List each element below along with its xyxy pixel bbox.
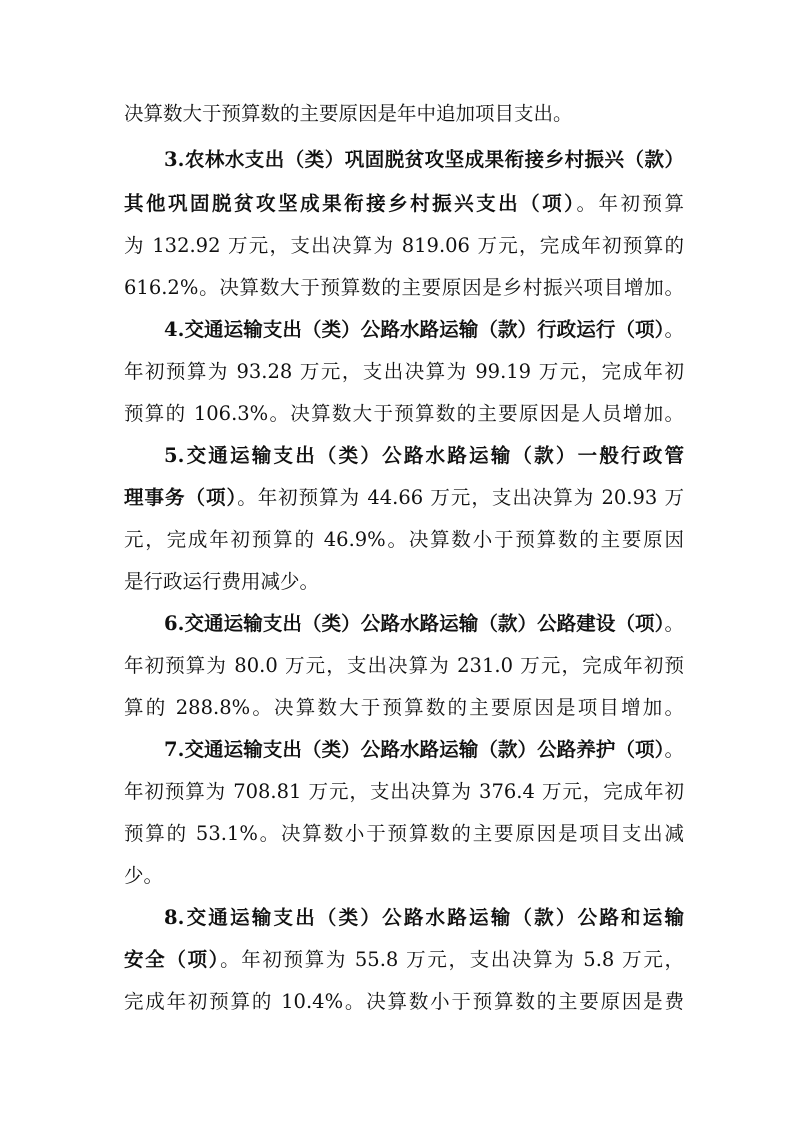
line-text: 是行政运行费用减少。 bbox=[124, 570, 320, 593]
text-line bbox=[124, 270, 684, 306]
text-line bbox=[124, 984, 684, 1020]
item-7-heading-line bbox=[164, 732, 684, 768]
line-text: 。年初预算为 55.8 万元，支出决算为 5.8 万元， bbox=[220, 948, 684, 971]
item-4-heading: 4.交通运输支出（类）公路水路运输（款）行政运行（项） bbox=[164, 318, 665, 341]
item-3-heading: 3.农林水支出（类）巩固脱贫攻坚成果衔接乡村振兴（款） bbox=[164, 148, 684, 171]
line-text: 。年初预算为 44.66 万元，支出决算为 20.93 万 bbox=[237, 486, 684, 509]
line-text: 算的 288.8%。决算数大于预算数的主要原因是项目增加。 bbox=[124, 696, 684, 719]
line-text: 决算数大于预算数的主要原因是年中追加项目支出。 bbox=[124, 102, 573, 125]
item-8-heading-cont: 安全（项） bbox=[124, 948, 221, 971]
item-6-heading-line bbox=[164, 606, 684, 642]
item-5-heading-line-2 bbox=[124, 480, 684, 516]
line-text: 预算的 53.1%。决算数小于预算数的主要原因是项目支出减 bbox=[124, 822, 684, 845]
item-3-heading-line-2 bbox=[124, 186, 684, 222]
item-8-heading-line bbox=[164, 900, 684, 936]
text-line bbox=[124, 96, 684, 132]
text-line bbox=[124, 648, 684, 684]
line-text: 。 bbox=[664, 612, 684, 635]
item-4-heading-line bbox=[164, 312, 684, 348]
text-line bbox=[124, 522, 684, 558]
line-text: 完成年初预算的 10.4%。决算数小于预算数的主要原因是费 bbox=[124, 990, 684, 1013]
line-text: 。 bbox=[664, 318, 684, 341]
line-text: 元，完成年初预算的 46.9%。决算数小于预算数的主要原因 bbox=[124, 528, 684, 551]
text-line bbox=[124, 858, 684, 894]
item-8-heading-line-2 bbox=[124, 942, 684, 978]
item-3-heading-line bbox=[164, 142, 684, 178]
text-line bbox=[124, 690, 684, 726]
text-line bbox=[124, 774, 684, 810]
line-text: 。 bbox=[664, 738, 684, 761]
line-text: 年初预算为 93.28 万元，支出决算为 99.19 万元，完成年初 bbox=[124, 360, 684, 383]
text-line bbox=[124, 564, 684, 600]
item-5-heading-line bbox=[164, 438, 684, 474]
line-text: 616.2%。决算数大于预算数的主要原因是乡村振兴项目增加。 bbox=[124, 276, 684, 299]
line-text: 年初预算为 80.0 万元，支出决算为 231.0 万元，完成年初预 bbox=[124, 654, 684, 677]
item-5-heading: 5.交通运输支出（类）公路水路运输（款）一般行政管 bbox=[164, 444, 684, 467]
line-text: 。年初预算 bbox=[576, 192, 684, 215]
text-line bbox=[124, 816, 684, 852]
text-line bbox=[124, 228, 684, 264]
line-text: 预算的 106.3%。决算数大于预算数的主要原因是人员增加。 bbox=[124, 402, 684, 425]
item-3-heading-cont: 其他巩固脱贫攻坚成果衔接乡村振兴支出（项） bbox=[124, 192, 577, 215]
line-text: 少。 bbox=[124, 864, 164, 887]
item-7-heading: 7.交通运输支出（类）公路水路运输（款）公路养护（项） bbox=[164, 738, 665, 761]
item-6-heading: 6.交通运输支出（类）公路水路运输（款）公路建设（项） bbox=[164, 612, 665, 635]
item-5-heading-cont: 理事务（项） bbox=[124, 486, 238, 509]
text-line bbox=[124, 354, 684, 390]
text-line bbox=[124, 396, 684, 432]
item-8-heading: 8.交通运输支出（类）公路水路运输（款）公路和运输 bbox=[164, 906, 684, 929]
line-text: 年初预算为 708.81 万元，支出决算为 376.4 万元，完成年初 bbox=[124, 780, 684, 803]
line-text: 为 132.92 万元，支出决算为 819.06 万元，完成年初预算的 bbox=[124, 234, 684, 257]
